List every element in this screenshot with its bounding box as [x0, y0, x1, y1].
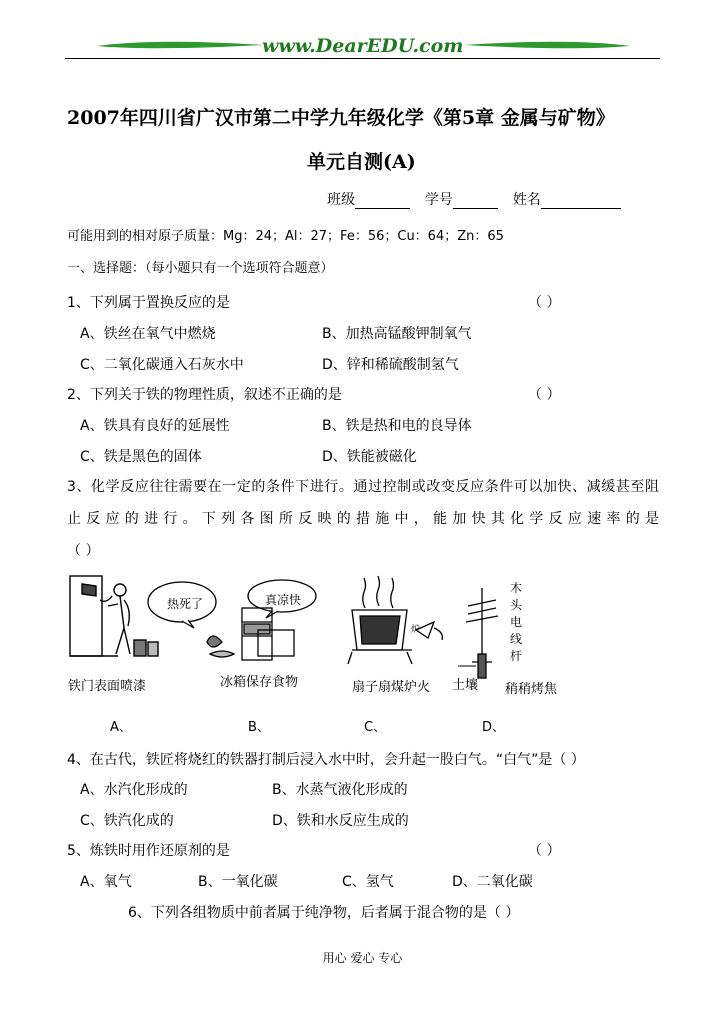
- question-stem: 4、在古代，铁匠将烧红的铁器打制后浸入水中时，会升起一股白气。“白气”是（ ）: [67, 752, 585, 768]
- option-a[interactable]: A、铁具有良好的延展性: [80, 418, 230, 434]
- answer-bracket[interactable]: （ ）: [528, 387, 561, 403]
- figure-d-charred-pole: [458, 588, 498, 678]
- option-a[interactable]: A、水汽化形成的: [80, 782, 188, 798]
- header-swoosh-right: [462, 36, 632, 56]
- option-c[interactable]: C、氢气: [342, 874, 394, 890]
- figure-c-fanning-stove: [348, 576, 442, 664]
- option-b[interactable]: B、加热高锰酸钾制氧气: [322, 326, 472, 342]
- option-a[interactable]: A、氧气: [80, 874, 132, 890]
- option-d[interactable]: D、锌和稀硫酸制氢气: [322, 357, 459, 373]
- option-d[interactable]: D、铁和水反应生成的: [272, 813, 409, 829]
- student-number-blank[interactable]: [453, 208, 498, 209]
- answer-bracket[interactable]: （ ）: [528, 843, 561, 859]
- option-c[interactable]: C、铁汽化成的: [80, 813, 174, 829]
- caption-d-soil: 土壤: [452, 678, 479, 693]
- answer-bracket[interactable]: （ ）: [528, 295, 561, 311]
- question-stem-line2: 止反应的进行。下列各图所反映的措施中，能加快其化学反应速率的是: [67, 511, 659, 527]
- question-stem: 5、炼铁时用作还原剂的是: [67, 843, 230, 859]
- option-b[interactable]: B、铁是热和电的良导体: [322, 418, 472, 434]
- name-label: 姓名: [512, 192, 541, 208]
- pole-side-label: 木头电线杆: [510, 581, 523, 663]
- stove-label: 炉: [411, 625, 421, 635]
- question-stem: 2、下列关于铁的物理性质，叙述不正确的是: [67, 387, 342, 403]
- class-blank[interactable]: [355, 208, 410, 209]
- section-heading: 一、选择题：（每小题只有一个选项符合题意）: [67, 261, 334, 276]
- option-c[interactable]: C、铁是黑色的固体: [80, 449, 202, 465]
- caption-c: 扇子扇煤炉火: [352, 680, 431, 695]
- option-d[interactable]: D、: [482, 720, 506, 735]
- question-stem: 1、下列属于置换反应的是: [67, 295, 230, 311]
- caption-a: 铁门表面喷漆: [68, 679, 147, 694]
- bubble-too-hot: 热死了: [167, 597, 204, 611]
- header-rule: [65, 58, 660, 59]
- option-b[interactable]: B、水蒸气液化形成的: [272, 782, 408, 798]
- site-logo: www.DearEDU.com: [262, 35, 464, 57]
- student-info: [327, 189, 621, 209]
- name-blank[interactable]: [541, 208, 621, 209]
- student-number-label: 学号: [424, 192, 453, 208]
- doc-title-line2: 单元自测(A): [307, 151, 416, 173]
- header-swoosh-left: [95, 36, 265, 56]
- answer-bracket[interactable]: （ ）: [67, 543, 100, 559]
- option-a[interactable]: A、: [110, 720, 132, 735]
- caption-b: 冰箱保存食物: [220, 675, 299, 690]
- option-c[interactable]: C、二氧化碳通入石灰水中: [80, 357, 244, 373]
- class-label: 班级: [327, 192, 355, 208]
- question-6-stem: 6、下列各组物质中前者属于纯净物，后者属于混合物的是（ ）: [128, 905, 520, 921]
- option-b[interactable]: B、: [248, 720, 270, 735]
- doc-title-line1: 2007年四川省广汉市第二中学九年级化学《第5章 金属与矿物》: [67, 107, 615, 129]
- question-stem-line1: 3、化学反应往往需要在一定的条件下进行。通过控制或改变反应条件可以加快、减缓甚至阻: [67, 479, 659, 495]
- option-a[interactable]: A、铁丝在氧气中燃烧: [80, 326, 216, 342]
- option-c[interactable]: C、: [364, 720, 387, 735]
- bubble-so-cool: 真凉快: [265, 593, 302, 607]
- option-d[interactable]: D、铁能被磁化: [322, 449, 417, 465]
- atomic-masses: 可能用到的相对原子质量：Mg：24；Al：27；Fe：56；Cu：64；Zn：65: [67, 229, 504, 244]
- option-b[interactable]: B、一氧化碳: [198, 874, 278, 890]
- caption-d-charred: 稍稍烤焦: [505, 682, 558, 697]
- page-footer: 用心 爱心 专心: [322, 951, 403, 965]
- figure-a-spray-painting-door: [70, 576, 158, 656]
- option-d[interactable]: D、二氧化碳: [452, 874, 533, 890]
